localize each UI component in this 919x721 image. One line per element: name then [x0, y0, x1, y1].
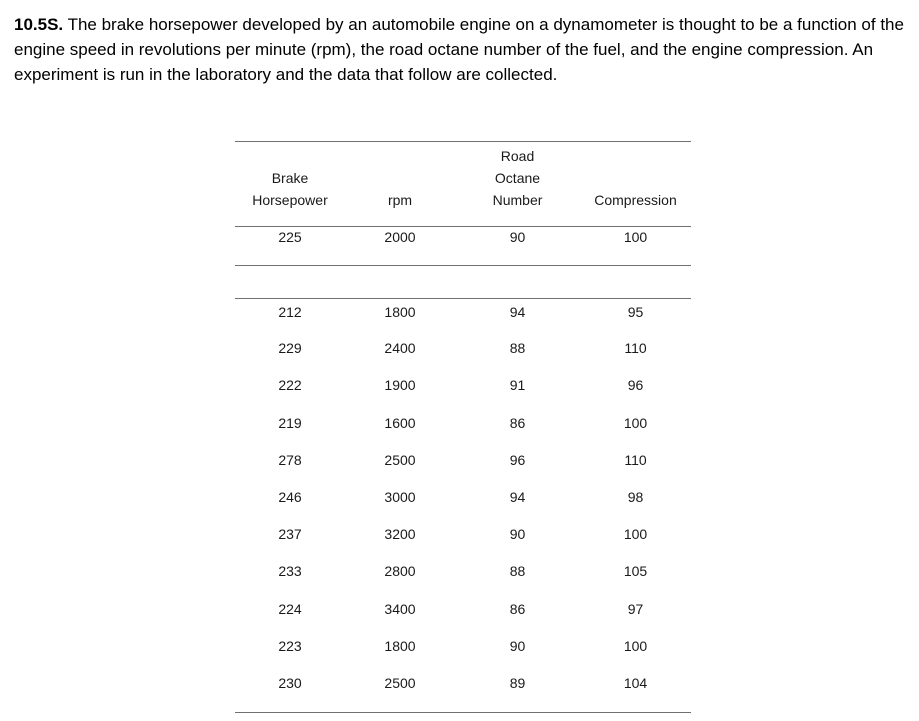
problem-number: 10.5S. [14, 15, 64, 34]
cell-octane: 94 [509, 489, 526, 505]
cell-compression: 95 [627, 304, 644, 320]
header-road-octane-number: Road Octane Number [492, 148, 543, 208]
cell-octane: 94 [509, 304, 526, 320]
cell-compression: 97 [627, 601, 644, 617]
cell-horsepower: 225 [278, 229, 302, 245]
section-rule-1 [235, 265, 691, 266]
cell-octane: 90 [509, 638, 526, 654]
cell-compression: 98 [627, 489, 644, 505]
problem-statement [14, 12, 906, 87]
cell-rpm: 1600 [384, 415, 416, 431]
cell-rpm: 3400 [384, 601, 416, 617]
cell-horsepower: 222 [278, 377, 302, 393]
cell-rpm: 3200 [384, 526, 416, 542]
cell-octane: 90 [509, 229, 526, 245]
cell-rpm: 1900 [384, 377, 416, 393]
section-rule-2 [235, 298, 691, 299]
table-top-rule [235, 141, 691, 142]
header-rpm: rpm [387, 192, 413, 208]
cell-octane: 91 [509, 377, 526, 393]
cell-rpm: 1800 [384, 304, 416, 320]
cell-rpm: 1800 [384, 638, 416, 654]
cell-octane: 86 [509, 415, 526, 431]
cell-octane: 88 [509, 340, 526, 356]
cell-rpm: 2500 [384, 452, 416, 468]
cell-rpm: 2500 [384, 675, 416, 691]
cell-horsepower: 278 [278, 452, 302, 468]
cell-rpm: 2400 [384, 340, 416, 356]
header-compression: Compression [594, 192, 677, 208]
cell-horsepower: 224 [278, 601, 302, 617]
cell-compression: 100 [623, 526, 648, 542]
cell-horsepower: 219 [278, 415, 302, 431]
cell-horsepower: 233 [278, 563, 302, 579]
cell-octane: 96 [509, 452, 526, 468]
problem-text: The brake horsepower developed by an automobile engine on a dynamometer is thought to be a function of the engine speed in revolutions per minute (rpm), the road octane number of the fuel, and the engine compression. An experiment is run in the laboratory and the data that follow are collected. [14, 15, 904, 84]
cell-horsepower: 229 [278, 340, 302, 356]
cell-compression: 110 [624, 340, 647, 356]
cell-compression: 110 [624, 452, 647, 468]
cell-octane: 90 [509, 526, 526, 542]
cell-horsepower: 212 [278, 304, 302, 320]
header-bottom-rule [235, 226, 691, 227]
cell-octane: 89 [509, 675, 526, 691]
cell-horsepower: 230 [278, 675, 302, 691]
table-bottom-rule [235, 712, 691, 713]
cell-rpm: 3000 [384, 489, 416, 505]
cell-compression: 100 [623, 415, 648, 431]
cell-horsepower: 223 [278, 638, 302, 654]
cell-octane: 86 [509, 601, 526, 617]
cell-rpm: 2800 [384, 563, 416, 579]
cell-rpm: 2000 [384, 229, 416, 245]
cell-octane: 88 [509, 563, 526, 579]
cell-compression: 104 [623, 675, 648, 691]
cell-horsepower: 246 [278, 489, 302, 505]
header-brake-horsepower: Brake Horsepower [252, 170, 328, 208]
cell-compression: 105 [623, 563, 648, 579]
cell-horsepower: 237 [278, 526, 302, 542]
cell-compression: 96 [627, 377, 644, 393]
cell-compression: 100 [623, 229, 648, 245]
cell-compression: 100 [623, 638, 648, 654]
